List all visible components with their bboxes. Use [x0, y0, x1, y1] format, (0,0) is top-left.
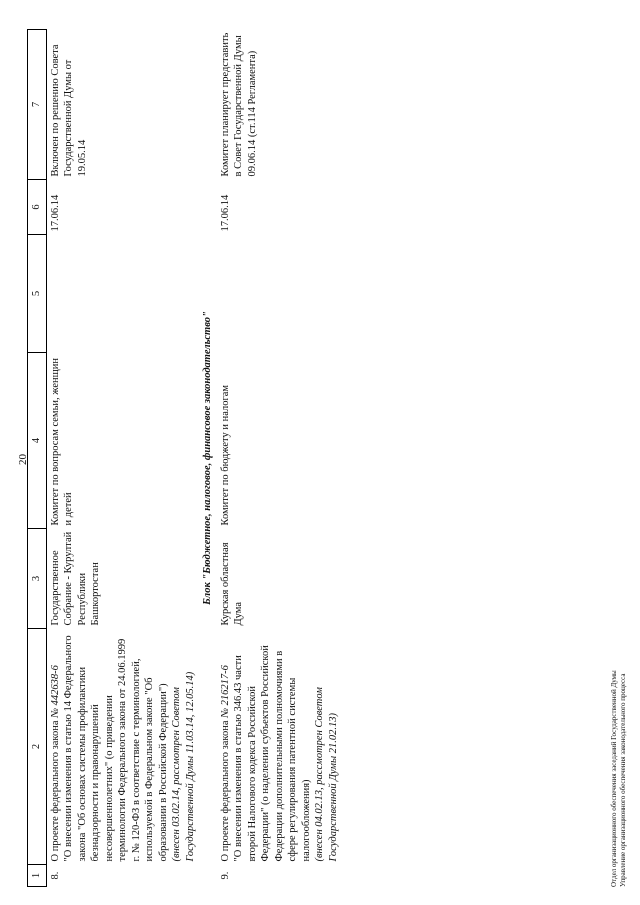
bill-note: (внесен 04.02.13, рассмотрен Советом Государственной Думы 21.02.13) — [314, 687, 339, 862]
row-number: 9. — [219, 871, 231, 880]
bills-table — [27, 29, 342, 887]
bill-number: № 442638-6 — [49, 665, 61, 718]
date-value: 17.06.14 — [219, 194, 231, 232]
bill-body: "О внесении изменения в статью 14 Федерального закона "Об основах системы профилактики безнадзорности и правонарушений несовершеннолетних" (о приведении терминологии Федерального закона от 24.06.1999 г. № 120-ФЗ в соответствие с терминологией, используемой в Федеральном законе "Об образовании в Российской Федерации") — [63, 635, 169, 862]
page-number: 20 — [17, 454, 29, 465]
footer-line: Отдел организационного обеспечения заседаний Государственной Думы — [610, 670, 618, 887]
column-header: 5 — [28, 235, 47, 353]
bill-number: № 216217-6 — [219, 665, 231, 718]
column-header: 4 — [28, 353, 47, 529]
column-header: 6 — [28, 180, 47, 235]
footer-line: Управление организационного обеспечения законодательного процесса — [618, 673, 627, 887]
bill-description — [217, 629, 343, 865]
column-header: 1 — [28, 865, 47, 887]
table-row — [217, 30, 343, 887]
bill-note: (внесен 03.02.14, рассмотрен Советом Государственной Думы 11.03.14, 12.05.14) — [171, 671, 196, 862]
status-value: Комитет планирует представить в Совет Государственной Думы 09.06.14 (ст.114 Регламента) — [219, 32, 258, 177]
footer — [610, 670, 627, 887]
date-value: 17.06.14 — [49, 194, 61, 232]
column-header: 3 — [28, 529, 47, 629]
bill-initiator: Курская областная Дума — [219, 542, 244, 626]
section-title: Блок "Бюджетное, налоговое, финансовое законодательство" — [202, 311, 213, 605]
section-row — [199, 30, 217, 887]
table-header-row — [28, 30, 47, 887]
col-5-value — [46, 235, 199, 353]
row-number: 8. — [49, 871, 61, 880]
column-header: 2 — [28, 629, 47, 865]
bill-title-prefix: О проекте федерального закона — [219, 717, 231, 862]
responsible-committee: Комитет по вопросам семьи, женщин и детей — [49, 358, 74, 526]
bill-title-prefix: О проекте федерального закона — [49, 717, 61, 862]
responsible-committee: Комитет по бюджету и налогам — [219, 384, 231, 526]
bill-body: "О внесении изменения в статью 346.43 части второй Налогового кодекса Российской Федерации" (о наделении субъектов Российской Федерации дополнительными полномочиями в сфере регулирования патентной системы налогообложения) — [233, 645, 312, 862]
bill-description — [46, 629, 199, 865]
col-5-value — [217, 235, 343, 353]
column-header: 7 — [28, 30, 47, 180]
bill-initiator: Государственное Собрание - Курултай Республики Башкортостан — [49, 531, 101, 626]
status-value: Включен по решению Совета Государственной Думы от 19.05.14 — [49, 44, 88, 177]
table-row — [46, 30, 199, 887]
